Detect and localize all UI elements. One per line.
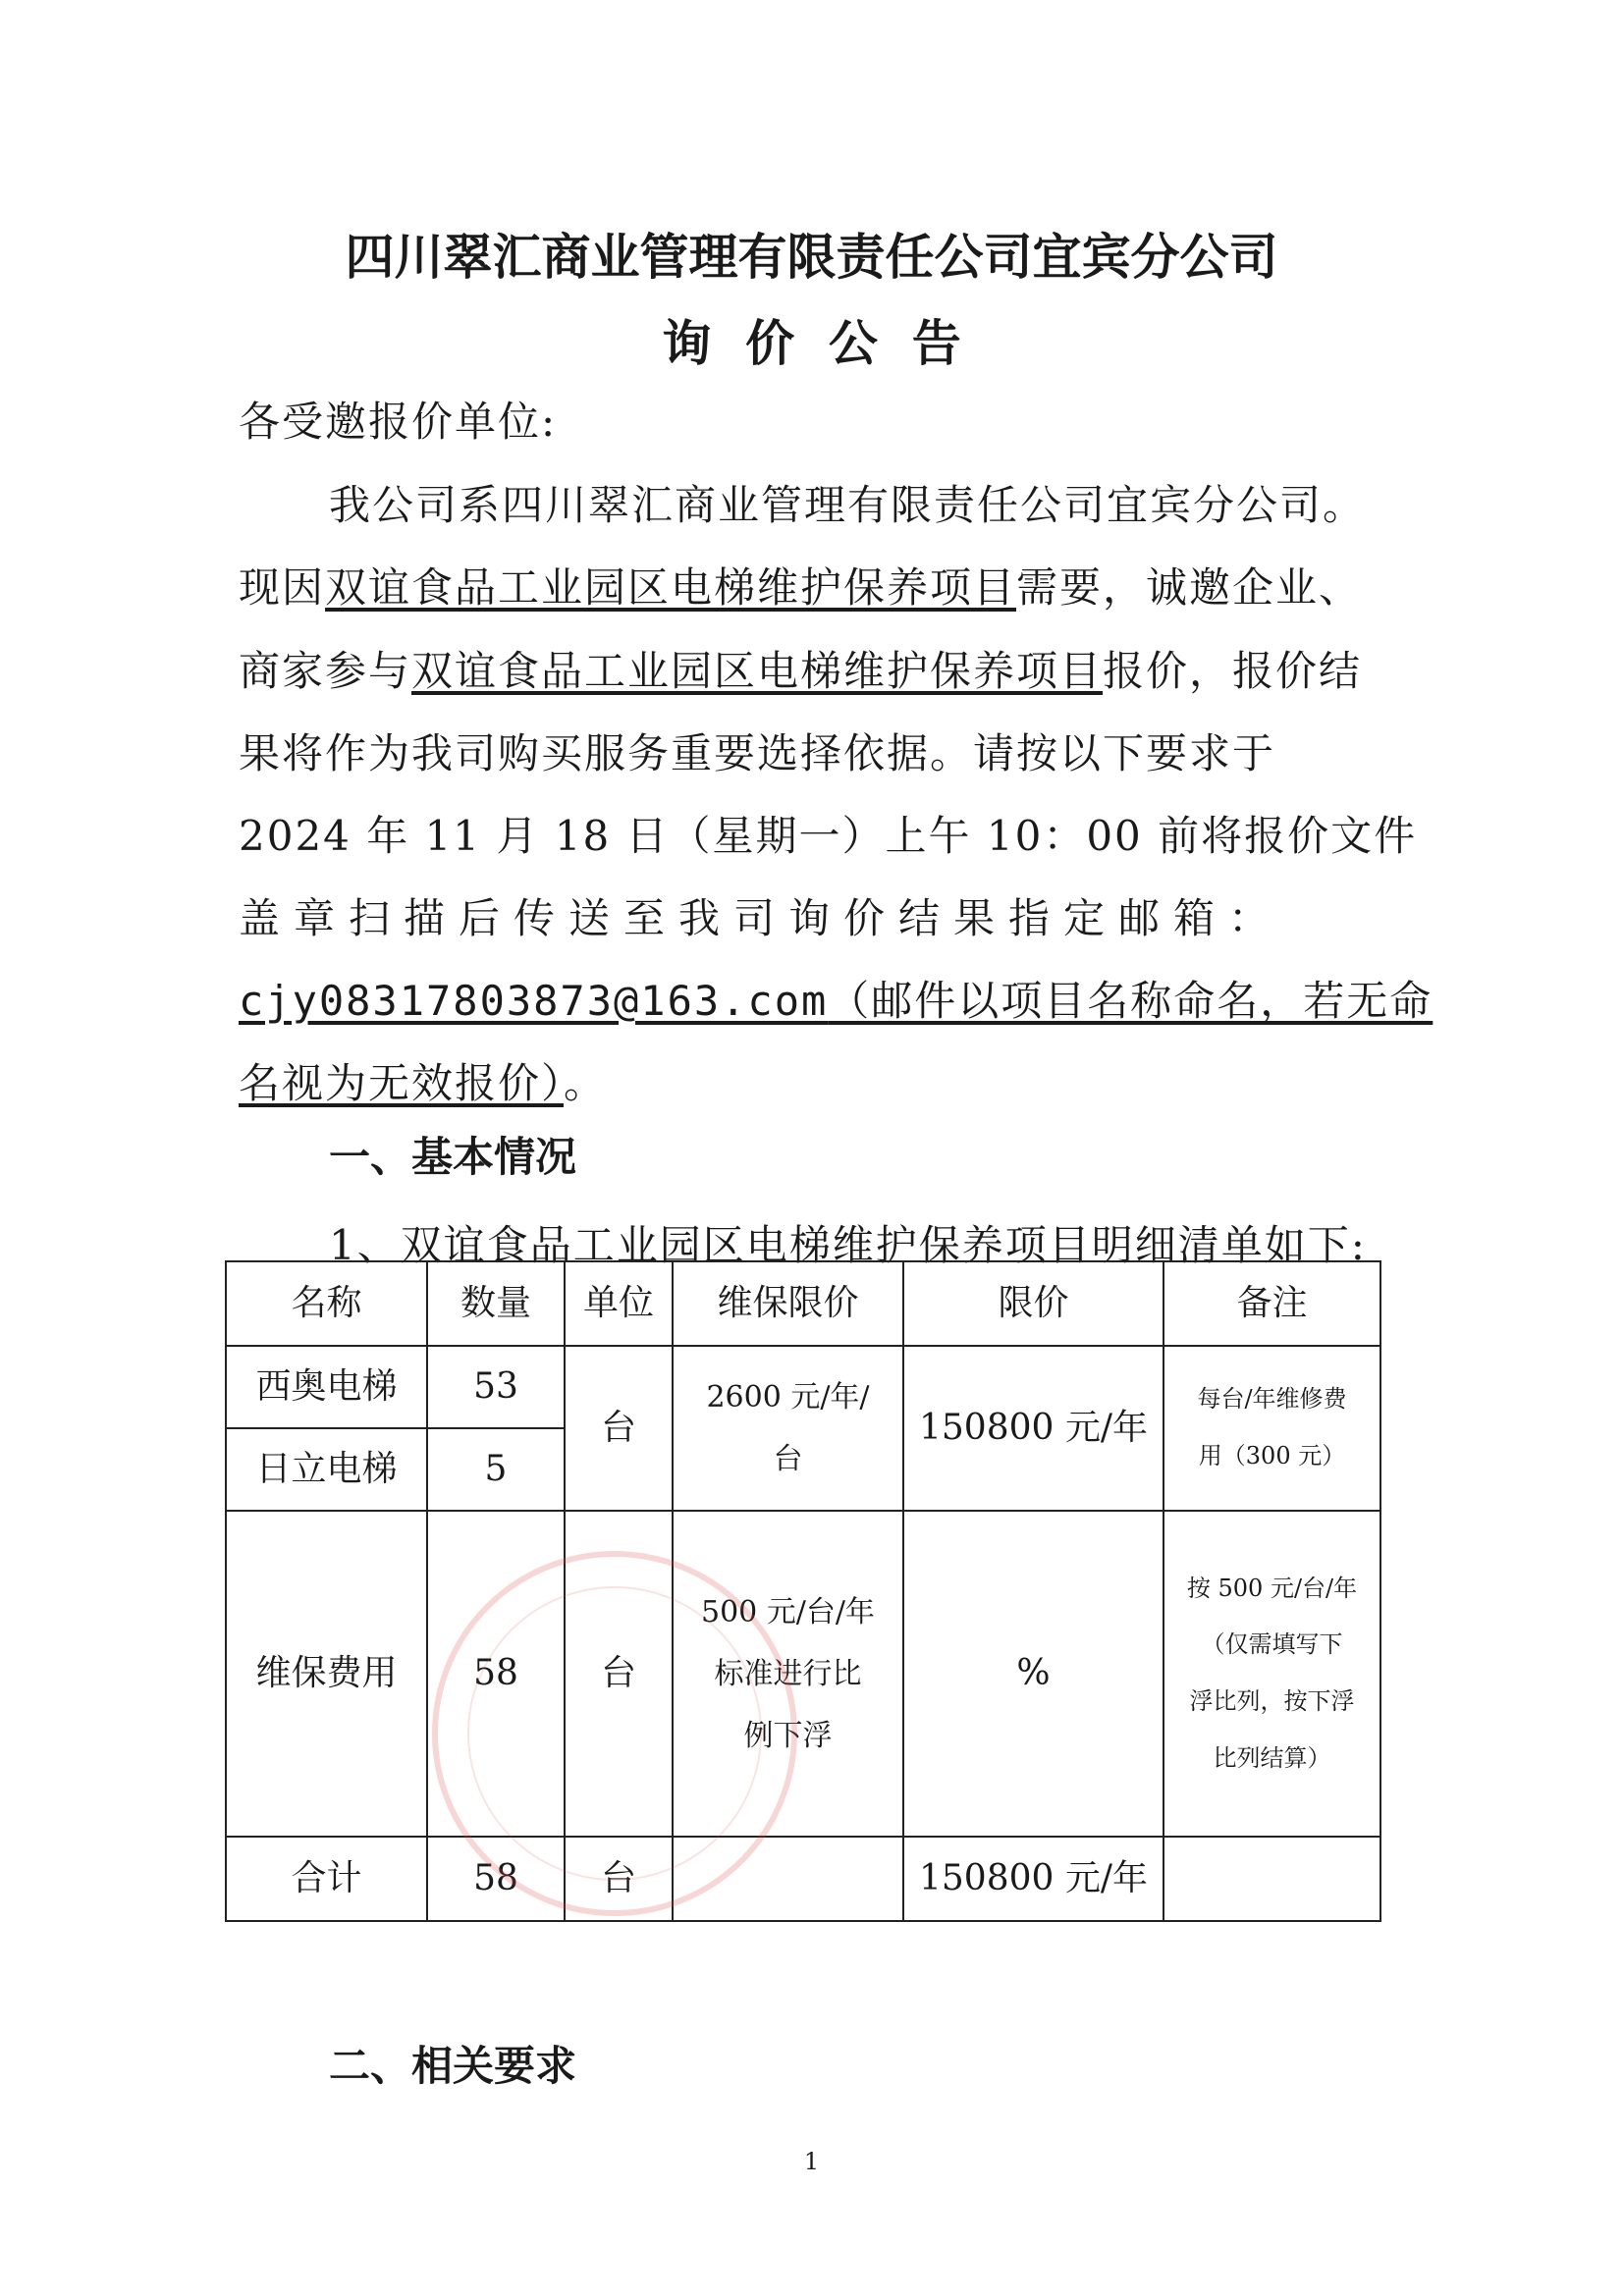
cell-maint-price-a: 500 元/台/年 bbox=[700, 1594, 875, 1629]
project-name-2: 双谊食品工业园区电梯维护保养项目 bbox=[411, 647, 1104, 695]
section-1-subheading: 1、双谊食品工业园区电梯维护保养项目明细清单如下: bbox=[329, 1221, 1367, 1269]
cell-qty: 5 bbox=[427, 1428, 565, 1511]
section-1-heading: 一、基本情况 bbox=[329, 1133, 577, 1181]
project-name-1: 双谊食品工业园区电梯维护保养项目 bbox=[325, 563, 1017, 612]
cell-unit: 台 bbox=[565, 1346, 673, 1511]
cell-note-b: 用（300 元） bbox=[1198, 1442, 1346, 1469]
cell-name: 维保费用 bbox=[226, 1511, 427, 1837]
table-header: 备注 bbox=[1163, 1261, 1380, 1346]
table-header: 名称 bbox=[226, 1261, 427, 1346]
cell-unit: 台 bbox=[565, 1837, 673, 1921]
cell-maint-price bbox=[673, 1511, 903, 1837]
cell-note bbox=[1163, 1346, 1380, 1511]
document-title: 询 价 公 告 bbox=[662, 314, 961, 372]
cell-qty: 53 bbox=[427, 1346, 565, 1428]
table-header: 数量 bbox=[427, 1261, 565, 1346]
cell-qty: 58 bbox=[427, 1511, 565, 1837]
detail-table bbox=[225, 1260, 1381, 1922]
cell-note-b: （仅需填写下 bbox=[1201, 1630, 1343, 1659]
deadline-line: 2024 年 11 月 18 日（星期一）上午 10：00 前将报价文件 bbox=[239, 812, 1418, 860]
cell-note-c: 浮比列，按下浮 bbox=[1189, 1687, 1355, 1715]
table-header: 维保限价 bbox=[673, 1261, 903, 1346]
cell-unit: 台 bbox=[565, 1511, 673, 1837]
cell-maint-price-c: 例下浮 bbox=[743, 1718, 833, 1753]
table-header: 单位 bbox=[565, 1261, 673, 1346]
intro-line-2 bbox=[239, 556, 1362, 614]
intro-line-3 bbox=[239, 639, 1362, 698]
table-row bbox=[226, 1346, 1380, 1428]
salutation: 各受邀报价单位: bbox=[239, 398, 558, 446]
email-note: （邮件以项目名称命名，若无命 bbox=[828, 977, 1434, 1025]
cell-name: 合计 bbox=[226, 1837, 427, 1921]
cell-note bbox=[1163, 1837, 1380, 1921]
table-total-row bbox=[226, 1837, 1380, 1921]
intro-line-2-pre: 现因 bbox=[239, 563, 326, 612]
email-note-period: 。 bbox=[564, 1059, 608, 1107]
email-line bbox=[239, 969, 1433, 1028]
email-note-line bbox=[239, 1051, 607, 1110]
cell-limit: 150800 元/年 bbox=[903, 1346, 1163, 1511]
cell-maint-price-a: 2600 元/年/ bbox=[706, 1380, 870, 1415]
intro-line-3-post: 报价，报价结 bbox=[1103, 647, 1363, 695]
cell-name: 日立电梯 bbox=[226, 1428, 427, 1511]
table-row bbox=[226, 1511, 1380, 1837]
cell-limit: 150800 元/年 bbox=[903, 1837, 1163, 1921]
table-header-row bbox=[226, 1261, 1380, 1346]
intro-line-3-pre: 商家参与 bbox=[239, 647, 412, 695]
cell-note-a: 按 500 元/台/年 bbox=[1186, 1574, 1358, 1602]
page-number: 1 bbox=[803, 2148, 820, 2175]
cell-maint-price bbox=[673, 1837, 903, 1921]
table-header: 限价 bbox=[903, 1261, 1163, 1346]
cell-maint-price bbox=[673, 1346, 903, 1511]
cell-qty: 58 bbox=[427, 1837, 565, 1921]
section-2-heading: 二、相关要求 bbox=[329, 2042, 577, 2090]
cell-maint-price-b: 标准进行比 bbox=[714, 1656, 862, 1691]
cell-maint-price-b: 台 bbox=[773, 1442, 803, 1476]
email-note-end: 名视为无效报价） bbox=[239, 1059, 565, 1107]
cell-name: 西奥电梯 bbox=[226, 1346, 427, 1428]
intro-line-2-post: 需要，诚邀企业、 bbox=[1016, 563, 1363, 612]
cell-note-d: 比列结算） bbox=[1213, 1743, 1331, 1772]
cell-note-a: 每台/年维修费 bbox=[1197, 1385, 1347, 1414]
intro-line-1: 我公司系四川翠汇商业管理有限责任公司宜宾分公司。 bbox=[329, 481, 1367, 529]
cell-limit: % bbox=[903, 1511, 1163, 1837]
cell-note bbox=[1163, 1511, 1380, 1837]
submission-line: 盖章扫描后传送至我司询价结果指定邮箱： bbox=[239, 894, 1284, 942]
company-title: 四川翠汇商业管理有限责任公司宜宾分公司 bbox=[345, 228, 1278, 286]
intro-line-4: 果将作为我司购买服务重要选择依据。请按以下要求于 bbox=[239, 729, 1276, 777]
email-address[interactable]: cjy08317803873@163.com bbox=[239, 977, 829, 1025]
